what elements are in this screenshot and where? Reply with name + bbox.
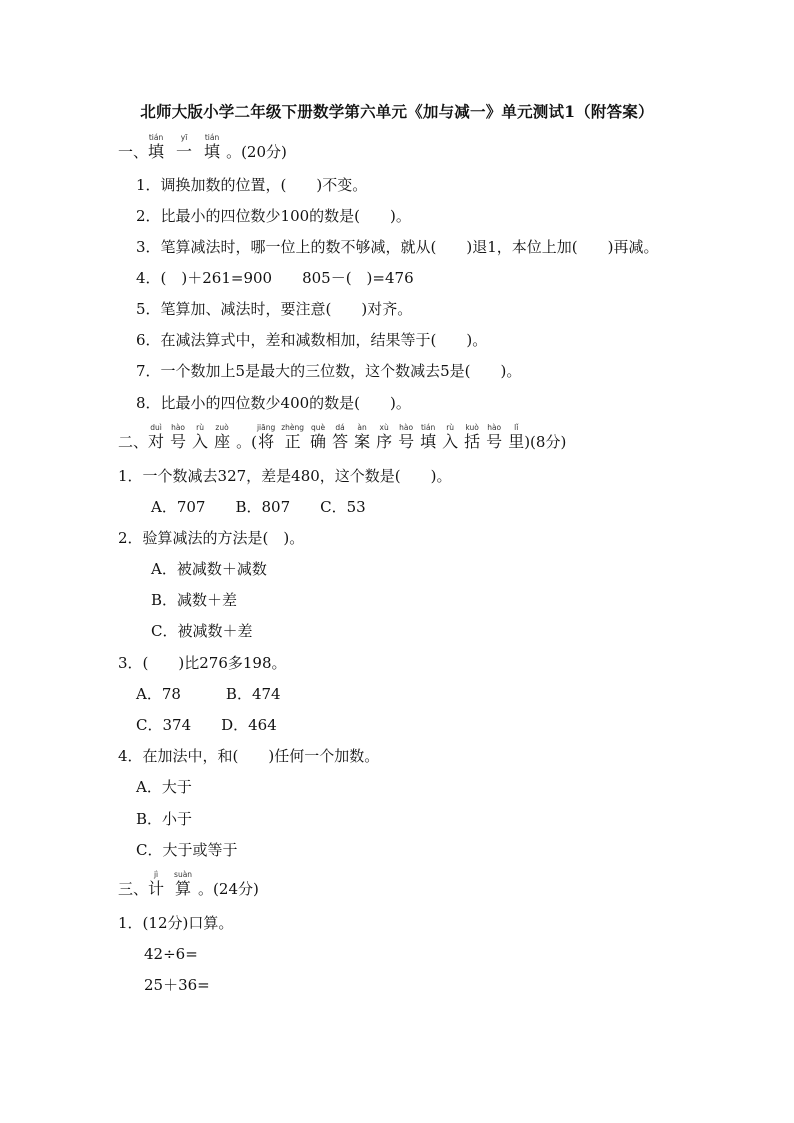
ruby-char: jì 计 (148, 870, 165, 898)
ruby-char: hào 号 (170, 423, 187, 451)
question-text: 2．验算减法的方法是( )。 (118, 529, 305, 547)
answer-option: A．被减数＋减数 (151, 560, 267, 578)
question-text: 4．( )＋261=900 805－( )=476 (136, 269, 414, 287)
ruby-char: rù 入 (192, 423, 209, 451)
question-text: 7．一个数加上5是最大的三位数，这个数减去5是( )。 (136, 362, 522, 380)
section-2-suffix: )(8分) (524, 433, 567, 451)
section-2-paren-open: 。( (236, 433, 257, 451)
ruby-char: hào 号 (398, 423, 415, 451)
ruby-char: àn 案 (354, 423, 371, 451)
answer-option: A．大于 (136, 778, 192, 796)
ruby-char: zuò 座 (214, 423, 231, 451)
section-3-suffix: 。(24分) (198, 880, 259, 898)
ruby-char: duì 对 (148, 423, 165, 451)
ruby-char: yī 一 (176, 133, 193, 161)
question-text: 1．一个数减去327，差是480，这个数是( )。 (118, 467, 452, 485)
section-2-prefix: 二、 (118, 433, 149, 451)
section-1-prefix: 一、 (118, 143, 149, 161)
section-3-prefix: 三、 (118, 880, 149, 898)
ruby-char: jiāng 将 (256, 423, 276, 451)
question-text: 8．比最小的四位数少400的数是( )。 (136, 394, 411, 412)
ruby-char: tián 填 (420, 423, 437, 451)
answer-options: C．374 D．464 (136, 716, 277, 734)
calc-item: 25＋36= (144, 976, 210, 994)
answer-option: C．大于或等于 (136, 841, 238, 859)
question-text: 6．在减法算式中，差和减数相加，结果等于( )。 (136, 331, 488, 349)
ruby-char: zhèng 正 (281, 423, 305, 451)
calc-item: 42÷6= (144, 945, 198, 963)
question-text: 5．笔算加、减法时，要注意( )对齐。 (136, 300, 413, 318)
ruby-char: tián 填 (204, 133, 221, 161)
answer-option: C．被减数＋差 (151, 622, 253, 640)
ruby-char: què 确 (310, 423, 327, 451)
answer-options: A．707 B．807 C．53 (151, 498, 366, 516)
answer-option: B．小于 (136, 810, 193, 828)
page-title: 北师大版小学二年级下册数学第六单元《加与减一》单元测试1（附答案） (140, 102, 654, 121)
section-1-suffix: 。(20分) (226, 143, 287, 161)
ruby-char: hào 号 (486, 423, 503, 451)
question-text: 3．( )比276多198。 (118, 654, 287, 672)
ruby-char: dá 答 (332, 423, 349, 451)
answer-option: B．减数＋差 (151, 591, 238, 609)
question-text: 2．比最小的四位数少100的数是( )。 (136, 207, 411, 225)
ruby-char: xù 序 (376, 423, 393, 451)
section-1-heading (118, 134, 287, 162)
answer-options: A．78 B．474 (136, 685, 281, 703)
question-text: 1．调换加数的位置，( )不变。 (136, 176, 368, 194)
question-text: 4．在加法中，和( )任何一个加数。 (118, 747, 380, 765)
question-text: 1．(12分)口算。 (118, 914, 234, 932)
ruby-char: kuò 括 (464, 423, 481, 451)
ruby-char: tián 填 (148, 133, 165, 161)
question-text: 3．笔算减法时，哪一位上的数不够减，就从( )退1，本位上加( )再减。 (136, 238, 659, 256)
ruby-char: rù 入 (442, 423, 459, 451)
section-3-heading (118, 871, 259, 899)
ruby-char: lǐ 里 (508, 423, 525, 451)
ruby-char: suàn 算 (174, 870, 193, 898)
section-2-heading (118, 424, 566, 452)
